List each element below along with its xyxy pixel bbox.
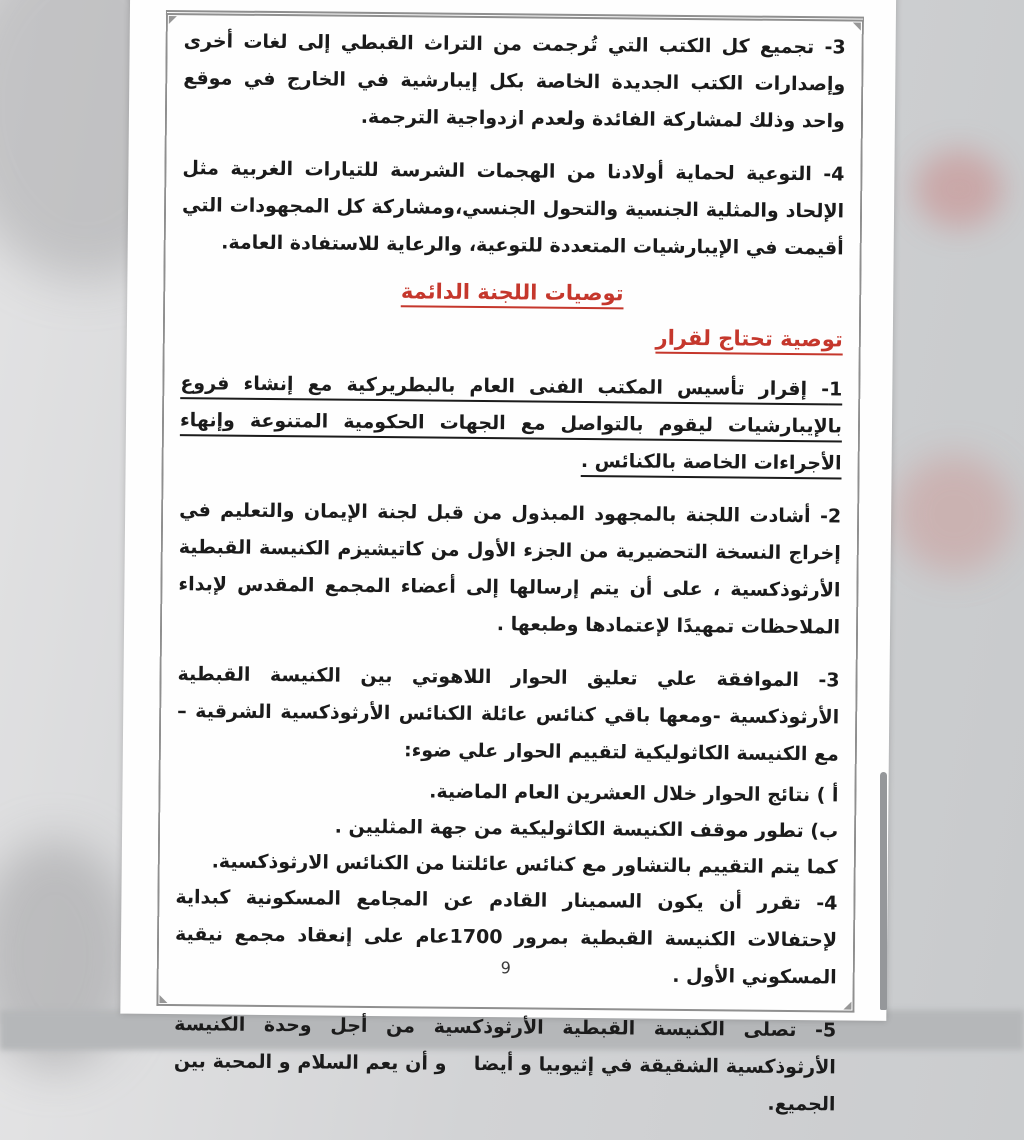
paragraph-item-4: 4- التوعية لحماية أولادنا من الهجمات الشرسة للتيارات الغربية مثل الإلحاد والمثلية الجنسية والتحول الجنسي،ومشاركة كل المجهودات التي أقيمت في الإيبارشيات المتعددة للتوعية، والرعاية للاستفادة العامة. bbox=[181, 157, 845, 260]
border-corner-mark-bottom-right bbox=[843, 1002, 851, 1010]
document-page bbox=[120, 0, 896, 1116]
recommendation-5: 5- تصلى الكنيسة القبطية الأرثوذكسية من أجل وحدة الكنيسة الأرثوذكسية الشقيقة في إثيوبيا و أيضا و أن يعم السلام و المحبة بين الجميع. bbox=[173, 1013, 837, 1116]
sub-heading: توصية تحتاج لقرار bbox=[655, 325, 843, 352]
border-corner-mark-bottom-left bbox=[159, 995, 167, 1003]
blur-blob-red-right-top bbox=[915, 150, 1003, 228]
recommendation-2: 2- أشادت اللجنة بالمجهود المبذول من قبل لجنة الإيمان والتعليم في إخراج النسخة التحضيرية من الجزء الأول من كاتيشيزم الكنيسة القبطية الأرثوذكسية ، على أن يتم إرسالها إلى أعضاء المجمع المقدس لإبداء الملاحظات تمهيدًا لإعتمادها وطبعها . bbox=[178, 499, 842, 639]
page-edge-shadow-bar bbox=[880, 772, 887, 1010]
border-corner-mark-top-right bbox=[853, 23, 861, 31]
sub-point-note: كما يتم التقييم بالتشاور مع كنائس عائلتنا من الكنائس الارثوذكسية. bbox=[211, 850, 838, 879]
recommendation-4: 4- تقرر أن يكون السمينار القادم عن المجامع المسكونية كبداية لإحتفالات الكنيسة القبطية بمرور 1700عام على إنعقاد مجمع نيقية المسكوني الأول . bbox=[174, 886, 838, 989]
page-border-frame bbox=[156, 10, 864, 1116]
decision-item-1: 1- إقرار تأسيس المكتب الفنى العام بالبطريركية مع إنشاء فروع بالإيبارشيات ليقوم بالتواصل مع الجهات الحكومية المتنوعة وإنهاء الأجراءات الخاصة بالكنائس . bbox=[179, 372, 843, 475]
border-corner-mark-top-left bbox=[169, 16, 177, 24]
recommendation-3: 3- الموافقة علي تعليق الحوار اللاهوتي بين الكنيسة القبطية الأرثوذكسية -ومعها باقي كنائس عائلة الكنائس الأرثوذكسية الشرقية – مع الكنيسة الكاثوليكية لتقييم الحوار علي ضوء: bbox=[177, 663, 840, 766]
sub-point-b: ب) تطور موقف الكنيسة الكاثوليكية من جهة المثليين . bbox=[334, 815, 839, 843]
sub-point-a: أ ) نتائج الحوار خلال العشرين العام الماضية. bbox=[429, 780, 839, 807]
page-number: 9 bbox=[500, 958, 511, 978]
paragraph-item-3: 3- تجميع كل الكتب التي تُرجمت من التراث القبطي إلى لغات أخرى وإصدارات الكتب الجديدة الخاصة بكل إيبارشية في الخارج في موقع واحد وذلك لمشاركة الفائدة ولعدم ازدواجية الترجمة. bbox=[183, 30, 846, 133]
main-heading: توصيات اللجنة الدائمة bbox=[400, 279, 624, 306]
blur-blob-red-right-middle bbox=[895, 455, 1013, 573]
